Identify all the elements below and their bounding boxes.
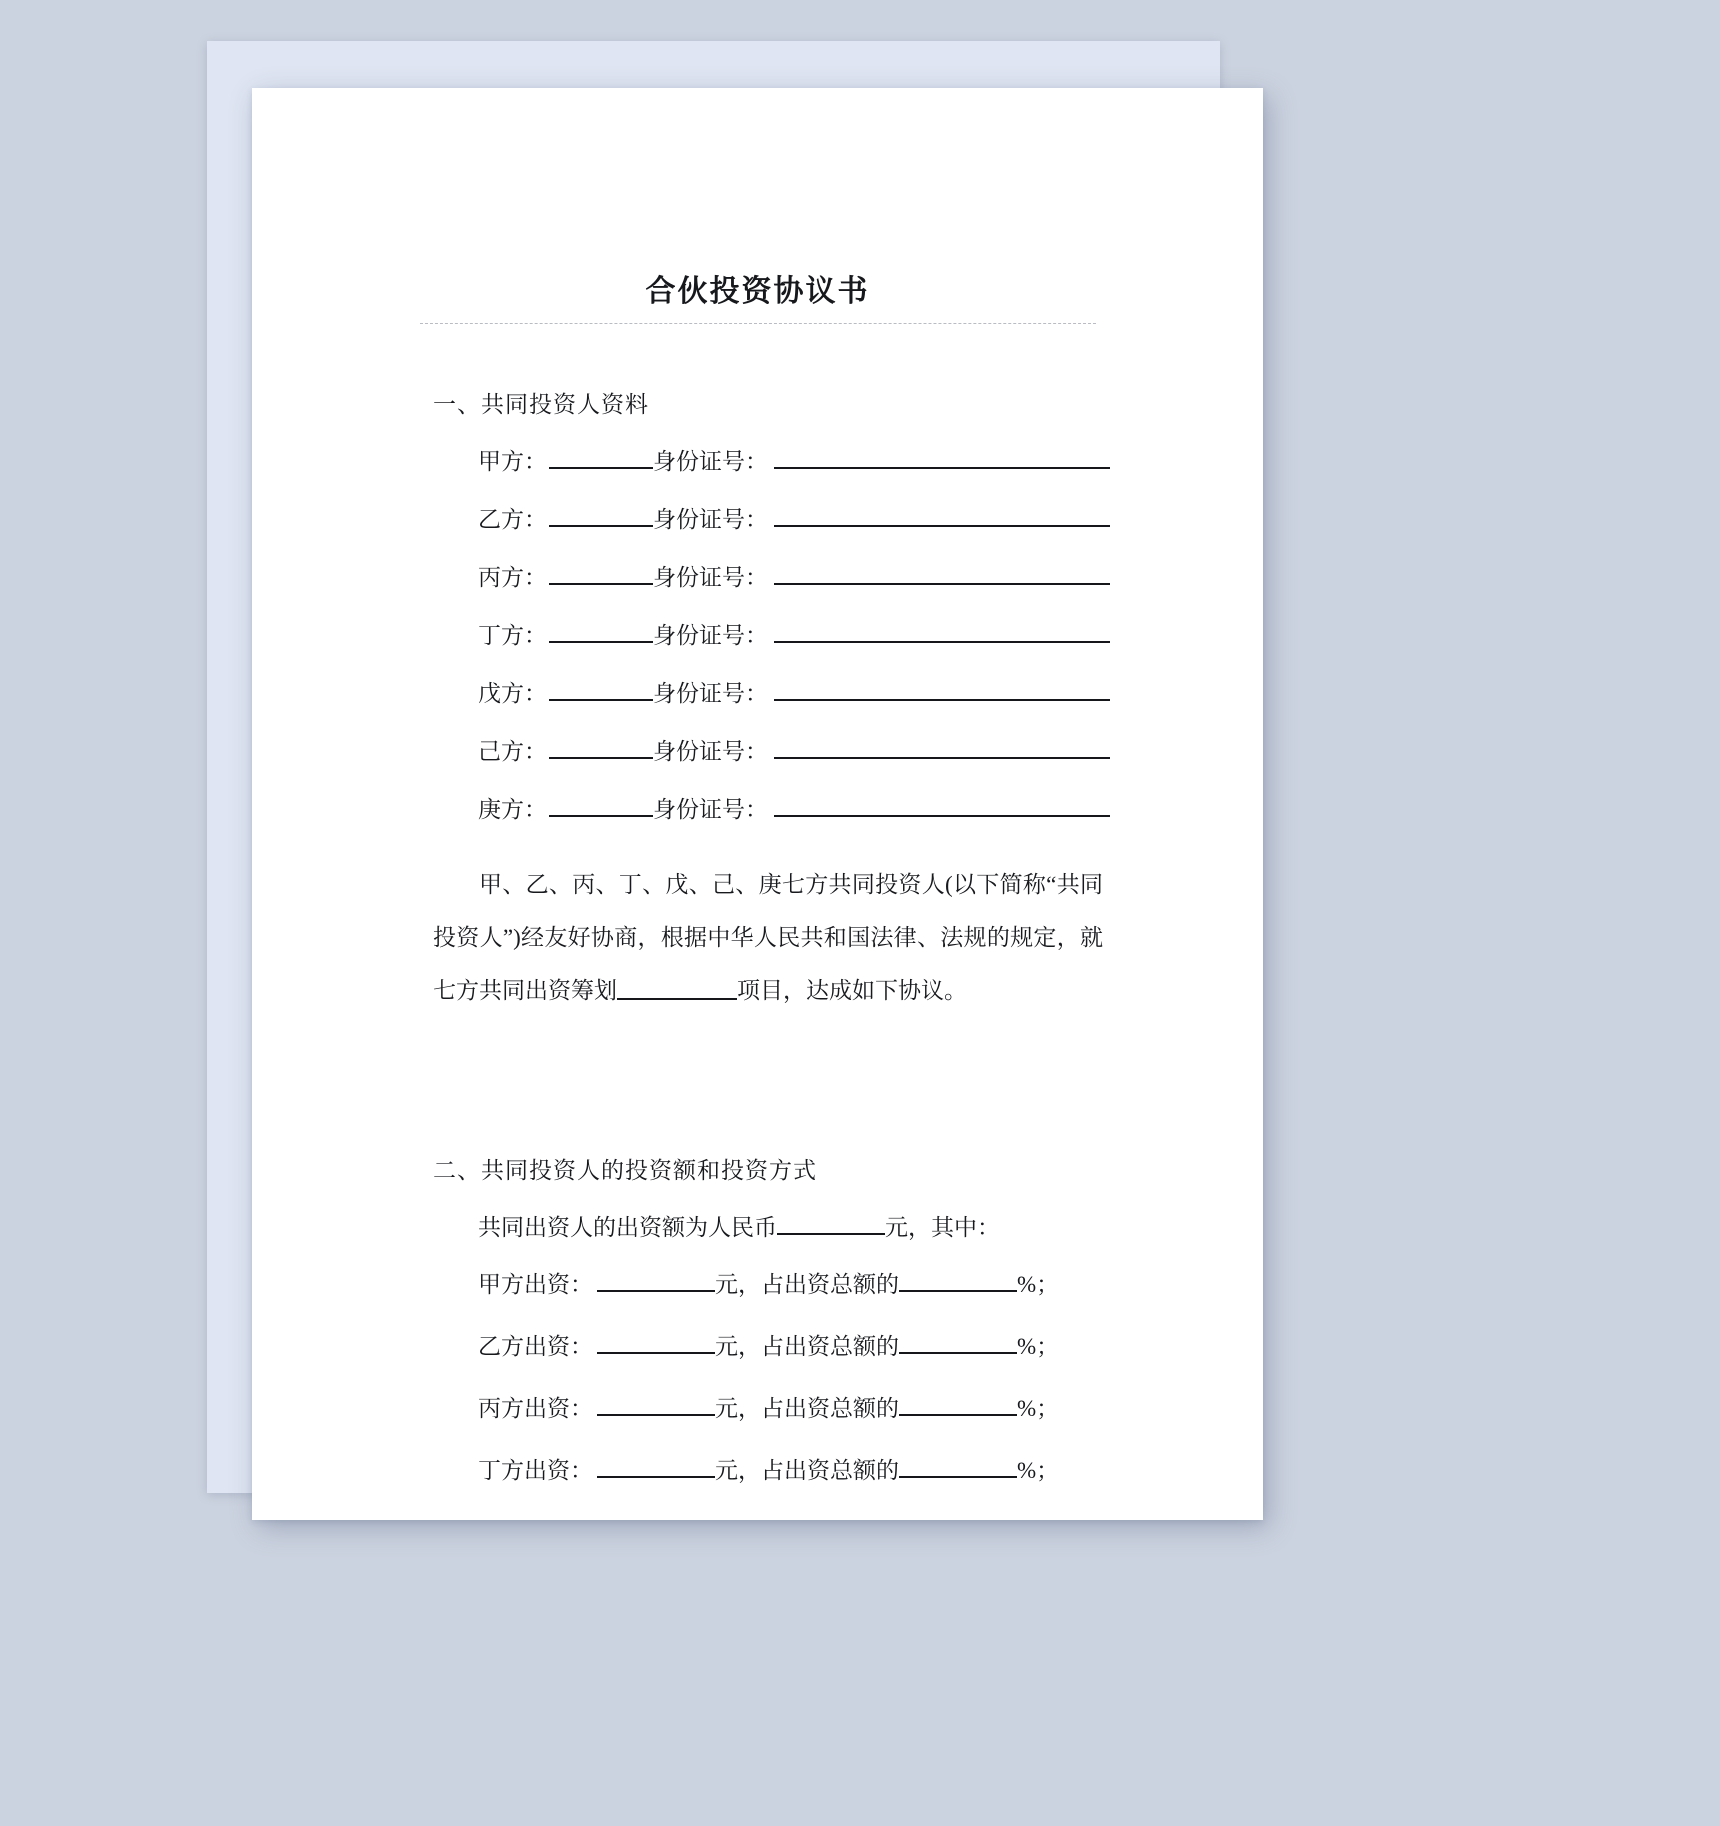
contribution-mid-bing: 元，占出资总额的 <box>715 1396 899 1421</box>
project-name-field[interactable] <box>617 980 737 1000</box>
party-id-field-geng[interactable] <box>774 796 1110 817</box>
contribution-suffix-bing: %； <box>1017 1396 1060 1421</box>
contribution-percent-field-jia[interactable] <box>899 1271 1017 1292</box>
id-label-wu: 身份证号： <box>653 681 768 706</box>
contribution-mid-jia: 元，占出资总额的 <box>715 1272 899 1297</box>
id-label-jia: 身份证号： <box>653 449 768 474</box>
contribution-amount-field-yi[interactable] <box>597 1333 715 1354</box>
contribution-mid-ding: 元，占出资总额的 <box>715 1458 899 1483</box>
party-name-field-ji[interactable] <box>549 738 653 759</box>
id-label-geng: 身份证号： <box>653 797 768 822</box>
contribution-row-yi <box>478 1328 1059 1361</box>
party-id-field-bing[interactable] <box>774 564 1110 585</box>
contribution-label-jia: 甲方出资： <box>478 1272 593 1297</box>
id-label-ji: 身份证号： <box>653 739 768 764</box>
total-capital-line <box>478 1209 1000 1242</box>
party-name-field-yi[interactable] <box>549 506 653 527</box>
party-name-field-wu[interactable] <box>549 680 653 701</box>
contribution-suffix-ding: %； <box>1017 1458 1060 1483</box>
party-row-geng <box>478 791 1110 824</box>
agreement-intro-paragraph <box>433 858 1103 1017</box>
party-name-field-geng[interactable] <box>549 796 653 817</box>
party-label-jia: 甲方： <box>478 449 547 474</box>
section-heading-investor-info: 一、共同投资人资料 <box>433 392 649 417</box>
party-id-field-ding[interactable] <box>774 622 1110 643</box>
party-row-ding <box>478 617 1110 650</box>
contribution-mid-yi: 元，占出资总额的 <box>715 1334 899 1359</box>
contribution-label-yi: 乙方出资： <box>478 1334 593 1359</box>
id-label-bing: 身份证号： <box>653 565 768 590</box>
contribution-label-bing: 丙方出资： <box>478 1396 593 1421</box>
contribution-row-bing <box>478 1390 1059 1423</box>
id-label-yi: 身份证号： <box>653 507 768 532</box>
document-title: 合伙投资协议书 <box>645 275 870 308</box>
contribution-amount-field-ding[interactable] <box>597 1457 715 1478</box>
party-row-yi <box>478 501 1110 534</box>
party-label-ji: 己方： <box>478 739 547 764</box>
party-name-field-jia[interactable] <box>549 448 653 469</box>
document-body <box>252 88 1263 1520</box>
party-label-bing: 丙方： <box>478 565 547 590</box>
party-label-yi: 乙方： <box>478 507 547 532</box>
party-label-wu: 戊方： <box>478 681 547 706</box>
party-label-ding: 丁方： <box>478 623 547 648</box>
party-name-field-ding[interactable] <box>549 622 653 643</box>
total-capital-prefix: 共同出资人的出资额为人民币 <box>478 1215 777 1240</box>
contribution-suffix-yi: %； <box>1017 1334 1060 1359</box>
total-capital-suffix: 元，其中： <box>885 1215 1000 1240</box>
contribution-percent-field-yi[interactable] <box>899 1333 1017 1354</box>
contribution-suffix-jia: %； <box>1017 1272 1060 1297</box>
party-id-field-ji[interactable] <box>774 738 1110 759</box>
title-divider <box>420 323 1096 324</box>
agreement-intro-part2: 项目，达成如下协议。 <box>737 978 967 1003</box>
party-id-field-jia[interactable] <box>774 448 1110 469</box>
party-row-ji <box>478 733 1110 766</box>
id-label-ding: 身份证号： <box>653 623 768 648</box>
section-heading-investment-amount: 二、共同投资人的投资额和投资方式 <box>433 1158 817 1183</box>
contribution-row-ding <box>478 1452 1059 1485</box>
party-id-field-yi[interactable] <box>774 506 1110 527</box>
document-page <box>252 88 1263 1520</box>
contribution-amount-field-bing[interactable] <box>597 1395 715 1416</box>
agreement-intro-part1: 甲、乙、丙、丁、戊、己、庚七方共同投资人(以下简称“共同投资人”)经友好协商，根据中华人民共和国法律、法规的规定，就七方共同出资筹划 <box>433 872 1103 1003</box>
contribution-label-ding: 丁方出资： <box>478 1458 593 1483</box>
party-row-wu <box>478 675 1110 708</box>
total-capital-field[interactable] <box>777 1214 885 1235</box>
party-name-field-bing[interactable] <box>549 564 653 585</box>
contribution-percent-field-ding[interactable] <box>899 1457 1017 1478</box>
party-row-jia <box>478 443 1110 476</box>
contribution-amount-field-jia[interactable] <box>597 1271 715 1292</box>
party-id-field-wu[interactable] <box>774 680 1110 701</box>
party-label-geng: 庚方： <box>478 797 547 822</box>
contribution-percent-field-bing[interactable] <box>899 1395 1017 1416</box>
party-row-bing <box>478 559 1110 592</box>
contribution-row-jia <box>478 1266 1059 1299</box>
